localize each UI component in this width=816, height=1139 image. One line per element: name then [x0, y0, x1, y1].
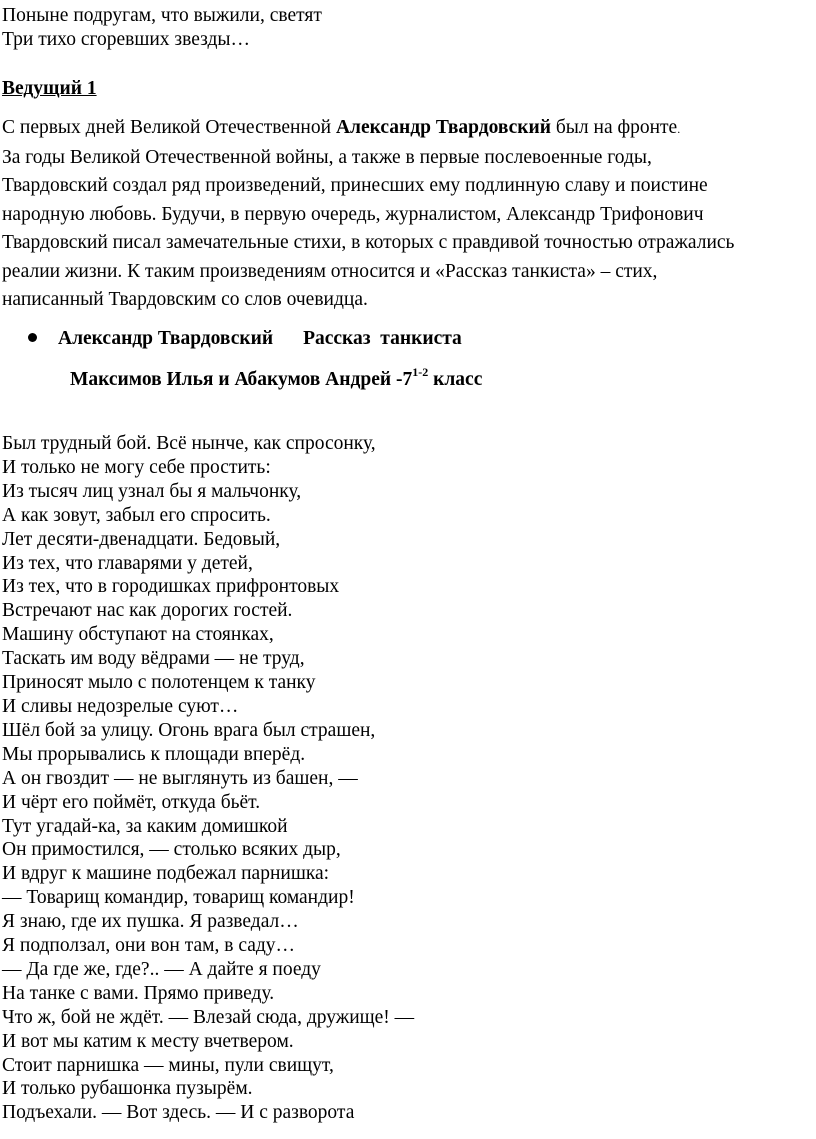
- poem-line: Тут угадай-ка, за каким домишкой: [2, 815, 288, 837]
- poem-line: — Да где же, где?.. — А дайте я поеду: [2, 958, 321, 980]
- poem-line: Машину обступают на стоянках,: [2, 624, 274, 646]
- poem-line: — Товарищ командир, товарищ командир!: [2, 887, 355, 909]
- poem-line: Что ж, бой не ждёт. — Влезай сюда, дружище! —: [2, 1006, 415, 1028]
- paragraph-line: Твардовский создал ряд произведений, принесших ему подлинную славу и поистине: [2, 175, 708, 196]
- poem-line: И сливы недозрелые суют…: [2, 695, 239, 717]
- paragraph-line: написанный Твардовским со слов очевидца.: [2, 289, 368, 310]
- poem-line: И чёрт его поймёт, откуда бьёт.: [2, 791, 261, 813]
- poem-line: Я знаю, где их пушка. Я разведал…: [2, 911, 299, 933]
- poem-line: Шёл бой за улицу. Огонь врага был страшен,: [2, 719, 376, 741]
- poem-line: Из тех, что в городишках прифронтовых: [2, 576, 340, 598]
- poem-line: Лет десяти-двенадцати. Бедовый,: [2, 528, 281, 550]
- poem-line: Он примостился, — столько всяких дыр,: [2, 839, 341, 861]
- paragraph-line: Твардовский писал замечательные стихи, в которых с правдивой точностью отражались: [2, 232, 735, 253]
- poem-line: А как зовут, забыл его спросить.: [2, 504, 271, 526]
- poem-line: Из тех, что главарями у детей,: [2, 552, 253, 574]
- poem-line: На танке с вами. Прямо приведу.: [2, 982, 275, 1004]
- paragraph-line: [2, 114, 810, 144]
- poem-body: [2, 432, 414, 1125]
- poem-line: Я подползал, они вон там, в саду…: [2, 935, 296, 957]
- paragraph-text: С первых дней Великой Отечественной: [2, 117, 336, 138]
- paragraph-line: реалии жизни. К таким произведениям относится и «Рассказ танкиста» – стих,: [2, 260, 658, 282]
- paragraph-period: .: [677, 122, 681, 136]
- poem-line: Таскать им воду вёдрами — не труд,: [2, 648, 305, 670]
- intro-line: Поныне подругам, что выжили, светят: [2, 5, 322, 26]
- poem-line: И вдруг к машине подбежал парнишка:: [2, 863, 330, 885]
- poem-line: Стоит парнишка — мины, пули свищут,: [2, 1054, 334, 1076]
- poem-line: Мы прорывались к площади вперёд.: [2, 743, 306, 765]
- poem-line: И только рубашонка пузырём.: [2, 1078, 253, 1100]
- grade-suffix: класс: [428, 369, 483, 390]
- poem-line: Из тысяч лиц узнал бы я мальчонку,: [2, 480, 302, 502]
- poem-line: А он гвоздит — не выглянуть из башен, —: [2, 767, 358, 789]
- poem-line: И вот мы катим к месту вчетвером.: [2, 1030, 294, 1052]
- bullet-author: Александр Твардовский: [58, 328, 274, 349]
- poem-line: Был трудный бой. Всё нынче, как спросонку,: [2, 433, 376, 454]
- paragraph-line: За годы Великой Отечественной войны, а также в первые послевоенные годы,: [2, 146, 652, 168]
- poem-line: Встречают нас как дорогих гостей.: [2, 600, 293, 622]
- intro-line: Три тихо сгоревших звезды…: [2, 29, 250, 50]
- bullet-item: [28, 327, 462, 351]
- performers-line: [70, 364, 483, 392]
- presenter-heading: Ведущий 1: [2, 78, 97, 99]
- poem-line: Приносят мыло с полотенцем к танку: [2, 672, 316, 694]
- intro-paragraph: [2, 114, 810, 315]
- poem-line: И только не могу себе простить:: [2, 456, 271, 478]
- author-name-bold: Александр Твардовский: [335, 117, 551, 138]
- paragraph-line: народную любовь. Будучи, в первую очередь, журналистом, Александр Трифонович: [2, 203, 704, 225]
- intro-verse: [2, 4, 322, 52]
- grade-superscript: 1-2: [412, 364, 429, 379]
- paragraph-text: был на фронте: [551, 117, 678, 138]
- poem-line: Подъехали. — Вот здесь. — И с разворота: [2, 1102, 355, 1124]
- bullet-icon: [28, 333, 37, 342]
- performer-names: Максимов Илья и Абакумов Андрей -7: [70, 369, 413, 390]
- bullet-poem-title: Рассказ танкиста: [303, 328, 462, 349]
